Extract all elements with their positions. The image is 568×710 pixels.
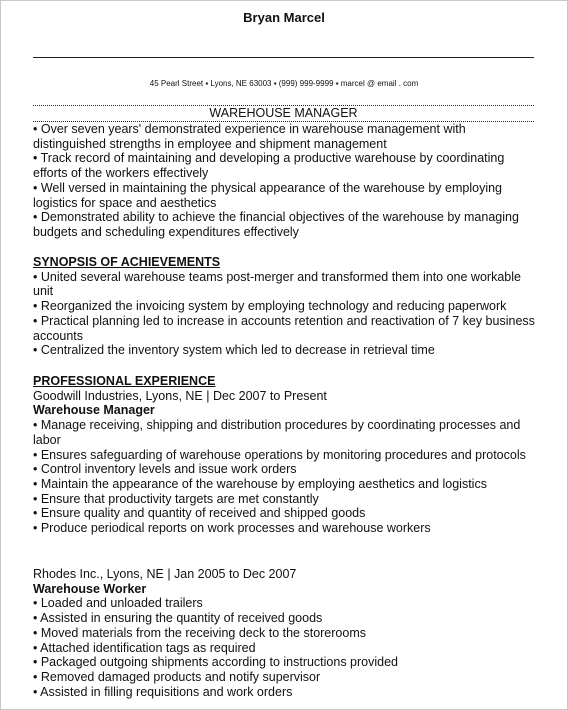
summary-bullet: • Well versed in maintaining the physical appearance of the warehouse by employing logistics for space and aesthetics <box>33 180 503 210</box>
achievement-bullet: • Centralized the inventory system which led to decrease in retrieval time <box>33 343 435 358</box>
duty-bullet: • Control inventory levels and issue work orders <box>33 462 297 477</box>
duty-bullet: • Ensures safeguarding of warehouse operations by monitoring procedures and protocols <box>33 447 526 462</box>
duty-bullet: • Ensure quality and quantity of received and shipped goods <box>33 506 366 521</box>
duty-bullet: • Moved materials from the receiving deck to the storerooms <box>33 625 366 640</box>
objective-title: WAREHOUSE MANAGER <box>33 105 534 122</box>
header-divider <box>33 57 534 58</box>
summary-section <box>33 122 538 240</box>
duty-bullet: • Assisted in filling requisitions and work orders <box>33 684 293 699</box>
achievement-bullet: • Reorganized the invoicing system by employing technology and reducing paperwork <box>33 299 507 314</box>
achievements-section <box>33 255 538 358</box>
duty-bullet: • Assisted in ensuring the quantity of received goods <box>33 611 323 626</box>
duty-bullet: • Manage receiving, shipping and distribution procedures by coordinating processes and labor <box>33 418 521 447</box>
job-company: Goodwill Industries, Lyons, NE | Dec 2007 to Present <box>33 388 327 403</box>
summary-bullet: • Demonstrated ability to achieve the financial objectives of the warehouse by managing budgets and scheduling expenditures effectively <box>33 210 519 239</box>
job-role: Warehouse Manager <box>33 403 155 418</box>
duty-bullet: • Attached identification tags as required <box>33 640 256 655</box>
job-company: Rhodes Inc., Lyons, NE | Jan 2005 to Dec 2007 <box>33 567 297 581</box>
contact-line: 45 Pearl Street ▪ Lyons, NE 63003 ▪ (999) 999-9999 ▪ marcel @ email . com <box>149 79 419 88</box>
experience-heading: PROFESSIONAL EXPERIENCE <box>33 374 216 388</box>
duty-bullet: • Packaged outgoing shipments according to instructions provided <box>33 655 399 670</box>
achievements-heading: SYNOPSIS OF ACHIEVEMENTS <box>33 255 221 269</box>
summary-bullet: • Over seven years' demonstrated experience in warehouse management with distinguished strengths in employee and shipment management <box>33 122 466 151</box>
experience-job-2 <box>33 567 538 699</box>
achievement-bullet: • Practical planning led to increase in accounts retention and reactivation of 7 key business accounts <box>33 313 535 343</box>
duty-bullet: • Produce periodical reports on work processes and warehouse workers <box>33 521 431 536</box>
candidate-name: Bryan Marcel <box>243 10 325 25</box>
duty-bullet: • Loaded and unloaded trailers <box>33 596 203 611</box>
duty-bullet: • Ensure that productivity targets are met constantly <box>33 491 319 506</box>
achievement-bullet: • United several warehouse teams post-merger and transformed them into one workable unit <box>33 269 521 299</box>
experience-section <box>33 374 538 536</box>
duty-bullet: • Maintain the appearance of the warehouse by employing aesthetics and logistics <box>33 476 487 491</box>
job-role: Warehouse Worker <box>33 581 147 596</box>
summary-bullet: • Track record of maintaining and developing a productive warehouse by coordinating efforts of the workers effectively <box>33 151 505 181</box>
duty-bullet: • Removed damaged products and notify supervisor <box>33 669 321 684</box>
